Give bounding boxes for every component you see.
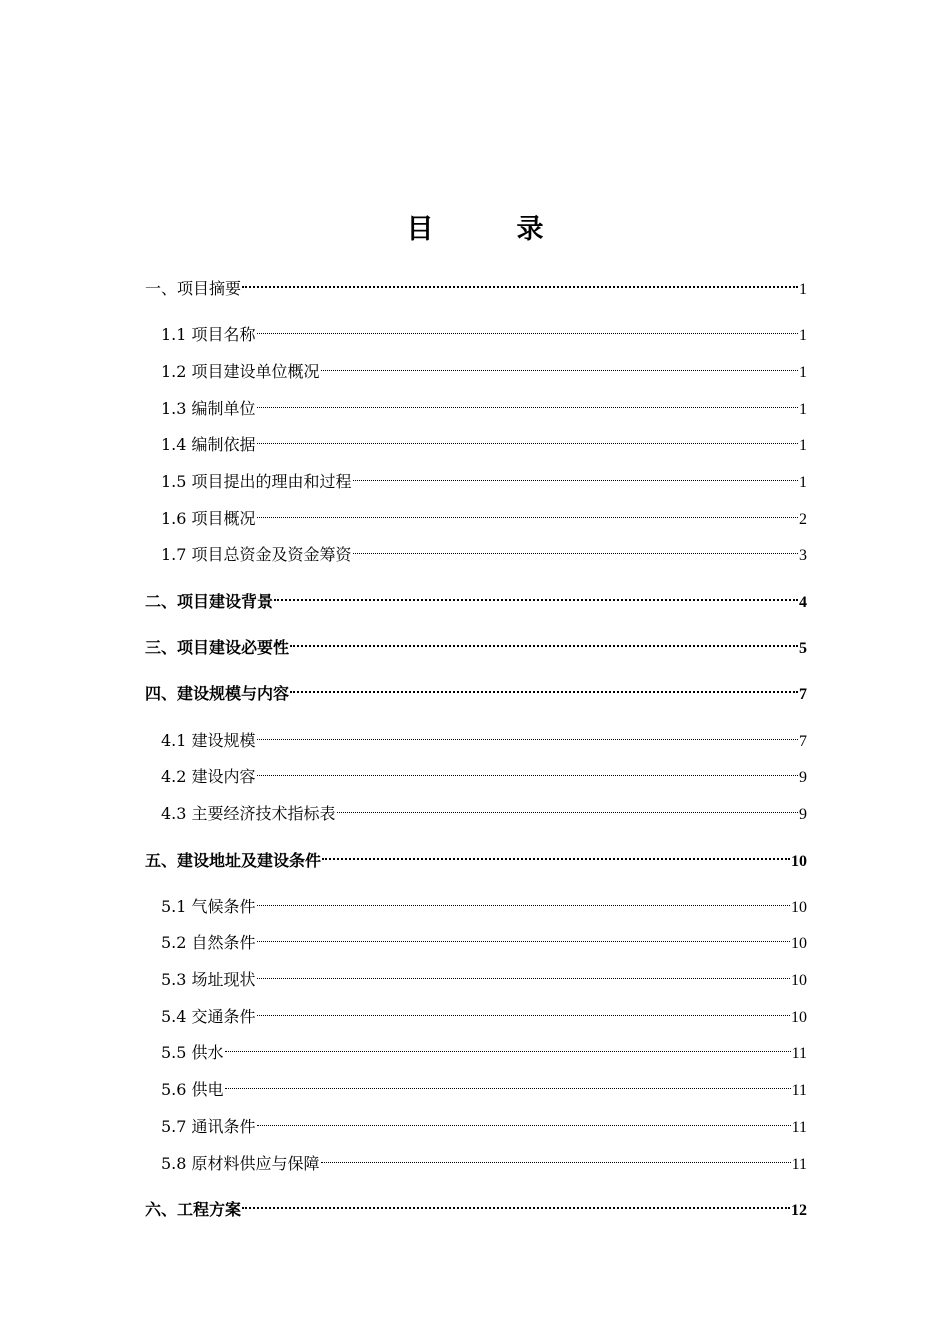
- toc-entry[interactable]: [161, 351, 807, 381]
- toc-leader-dots: [257, 922, 790, 948]
- toc-entry-label: 5.1 气候条件: [161, 897, 256, 916]
- toc-leader-dots: [225, 1069, 791, 1095]
- toc-entry-label: 1.3 编制单位: [161, 399, 256, 418]
- toc-leader-dots: [257, 424, 798, 450]
- toc-leader-dots: [257, 498, 798, 524]
- toc-leader-dots: [225, 1032, 791, 1058]
- toc-entry[interactable]: [145, 673, 807, 703]
- toc-entry-page: 10: [791, 1009, 807, 1026]
- toc-entry-page: 7: [799, 733, 807, 750]
- toc-entry[interactable]: [161, 886, 807, 916]
- toc-entry[interactable]: [161, 461, 807, 491]
- toc-entry-label: 1.6 项目概况: [161, 509, 256, 528]
- toc-entry-page: 2: [799, 511, 807, 528]
- toc-entry-page: 11: [791, 1119, 807, 1136]
- toc-entry-page: 9: [799, 806, 807, 823]
- toc-entry-label: 5.3 场址现状: [161, 970, 256, 989]
- toc-entry-page: 1: [799, 401, 807, 418]
- toc-entry[interactable]: [161, 1143, 807, 1173]
- toc-leader-dots: [257, 959, 790, 985]
- toc-leader-dots: [321, 1143, 791, 1169]
- toc-entry[interactable]: [161, 1069, 807, 1099]
- toc-entry-label: 四、建设规模与内容: [145, 684, 290, 703]
- toc-leader-dots: [257, 720, 798, 746]
- toc-entry-page: 1: [799, 474, 807, 491]
- toc-entry[interactable]: [161, 1032, 807, 1062]
- toc-entry-label: 4.2 建设内容: [161, 767, 256, 786]
- toc-entry-page: 12: [791, 1202, 807, 1219]
- toc-leader-dots: [290, 627, 798, 653]
- toc-entry[interactable]: [145, 581, 807, 611]
- toc-entry[interactable]: [161, 314, 807, 344]
- toc-leader-dots: [353, 461, 798, 487]
- toc-entry-label: 六、工程方案: [145, 1200, 242, 1219]
- toc-entry-label: 5.8 原材料供应与保障: [161, 1154, 320, 1173]
- toc-entry-page: 11: [791, 1156, 807, 1173]
- toc-leader-dots: [257, 1106, 791, 1132]
- toc-entry-page: 9: [799, 769, 807, 786]
- toc-entry[interactable]: [161, 793, 807, 823]
- toc-entry-label: 五、建设地址及建设条件: [145, 851, 322, 870]
- toc-entry-page: 10: [791, 853, 807, 870]
- toc-entry[interactable]: [145, 1189, 807, 1219]
- toc-entry-page: 1: [799, 327, 807, 344]
- toc-entry-page: 1: [799, 437, 807, 454]
- toc-entry[interactable]: [145, 627, 807, 657]
- toc-entry-label: 5.7 通讯条件: [161, 1117, 256, 1136]
- toc-entry[interactable]: [161, 922, 807, 952]
- toc-entry-page: 10: [791, 935, 807, 952]
- toc-entry[interactable]: [145, 268, 807, 298]
- toc-leader-dots: [321, 351, 798, 377]
- toc-entry[interactable]: [161, 534, 807, 564]
- toc-entry-label: 一、项目摘要: [145, 279, 242, 298]
- toc-leader-dots: [353, 534, 798, 560]
- toc-entry-page: 10: [791, 899, 807, 916]
- toc-title: 目 录: [406, 214, 572, 245]
- toc-entry-label: 1.1 项目名称: [161, 325, 256, 344]
- toc-entry-page: 5: [799, 640, 807, 657]
- toc-leader-dots: [257, 756, 798, 782]
- toc-entry-label: 4.3 主要经济技术指标表: [161, 804, 336, 823]
- toc-entry[interactable]: [161, 720, 807, 750]
- toc-entry-label: 1.5 项目提出的理由和过程: [161, 472, 352, 491]
- toc-entry-page: 3: [799, 547, 807, 564]
- toc-leader-dots: [274, 581, 798, 607]
- toc-leader-dots: [290, 673, 798, 699]
- toc-leader-dots: [337, 793, 798, 819]
- toc-entry-page: 7: [799, 686, 807, 703]
- toc-entry-label: 1.2 项目建设单位概况: [161, 362, 320, 381]
- toc-entry[interactable]: [145, 840, 807, 870]
- toc-entry[interactable]: [161, 959, 807, 989]
- toc-entry-page: 4: [799, 594, 807, 611]
- toc-entry-page: 1: [799, 281, 807, 298]
- toc-leader-dots: [242, 1189, 790, 1215]
- toc-leader-dots: [242, 268, 798, 294]
- toc-entry-label: 4.1 建设规模: [161, 731, 256, 750]
- toc-leader-dots: [257, 314, 798, 340]
- toc-entry-label: 5.2 自然条件: [161, 933, 256, 952]
- toc-entry-label: 5.6 供电: [161, 1080, 224, 1099]
- toc-entry[interactable]: [161, 424, 807, 454]
- toc-entry[interactable]: [161, 388, 807, 418]
- toc-entry-page: 10: [791, 972, 807, 989]
- toc-entry-page: 11: [791, 1045, 807, 1062]
- toc-entry[interactable]: [161, 756, 807, 786]
- toc-entry-page: 1: [799, 364, 807, 381]
- toc-leader-dots: [257, 886, 790, 912]
- toc-entry-label: 5.4 交通条件: [161, 1007, 256, 1026]
- toc-leader-dots: [257, 388, 798, 414]
- toc-entry-label: 二、项目建设背景: [145, 592, 274, 611]
- toc-leader-dots: [322, 840, 790, 866]
- toc-entry[interactable]: [161, 1106, 807, 1136]
- toc-entry-label: 三、项目建设必要性: [145, 638, 290, 657]
- toc-entry-label: 1.7 项目总资金及资金筹资: [161, 545, 352, 564]
- toc-entry-label: 5.5 供水: [161, 1043, 224, 1062]
- toc-entry[interactable]: [161, 996, 807, 1026]
- toc-leader-dots: [257, 996, 790, 1022]
- toc-entry-label: 1.4 编制依据: [161, 435, 256, 454]
- toc-entry[interactable]: [161, 498, 807, 528]
- toc-entry-page: 11: [791, 1082, 807, 1099]
